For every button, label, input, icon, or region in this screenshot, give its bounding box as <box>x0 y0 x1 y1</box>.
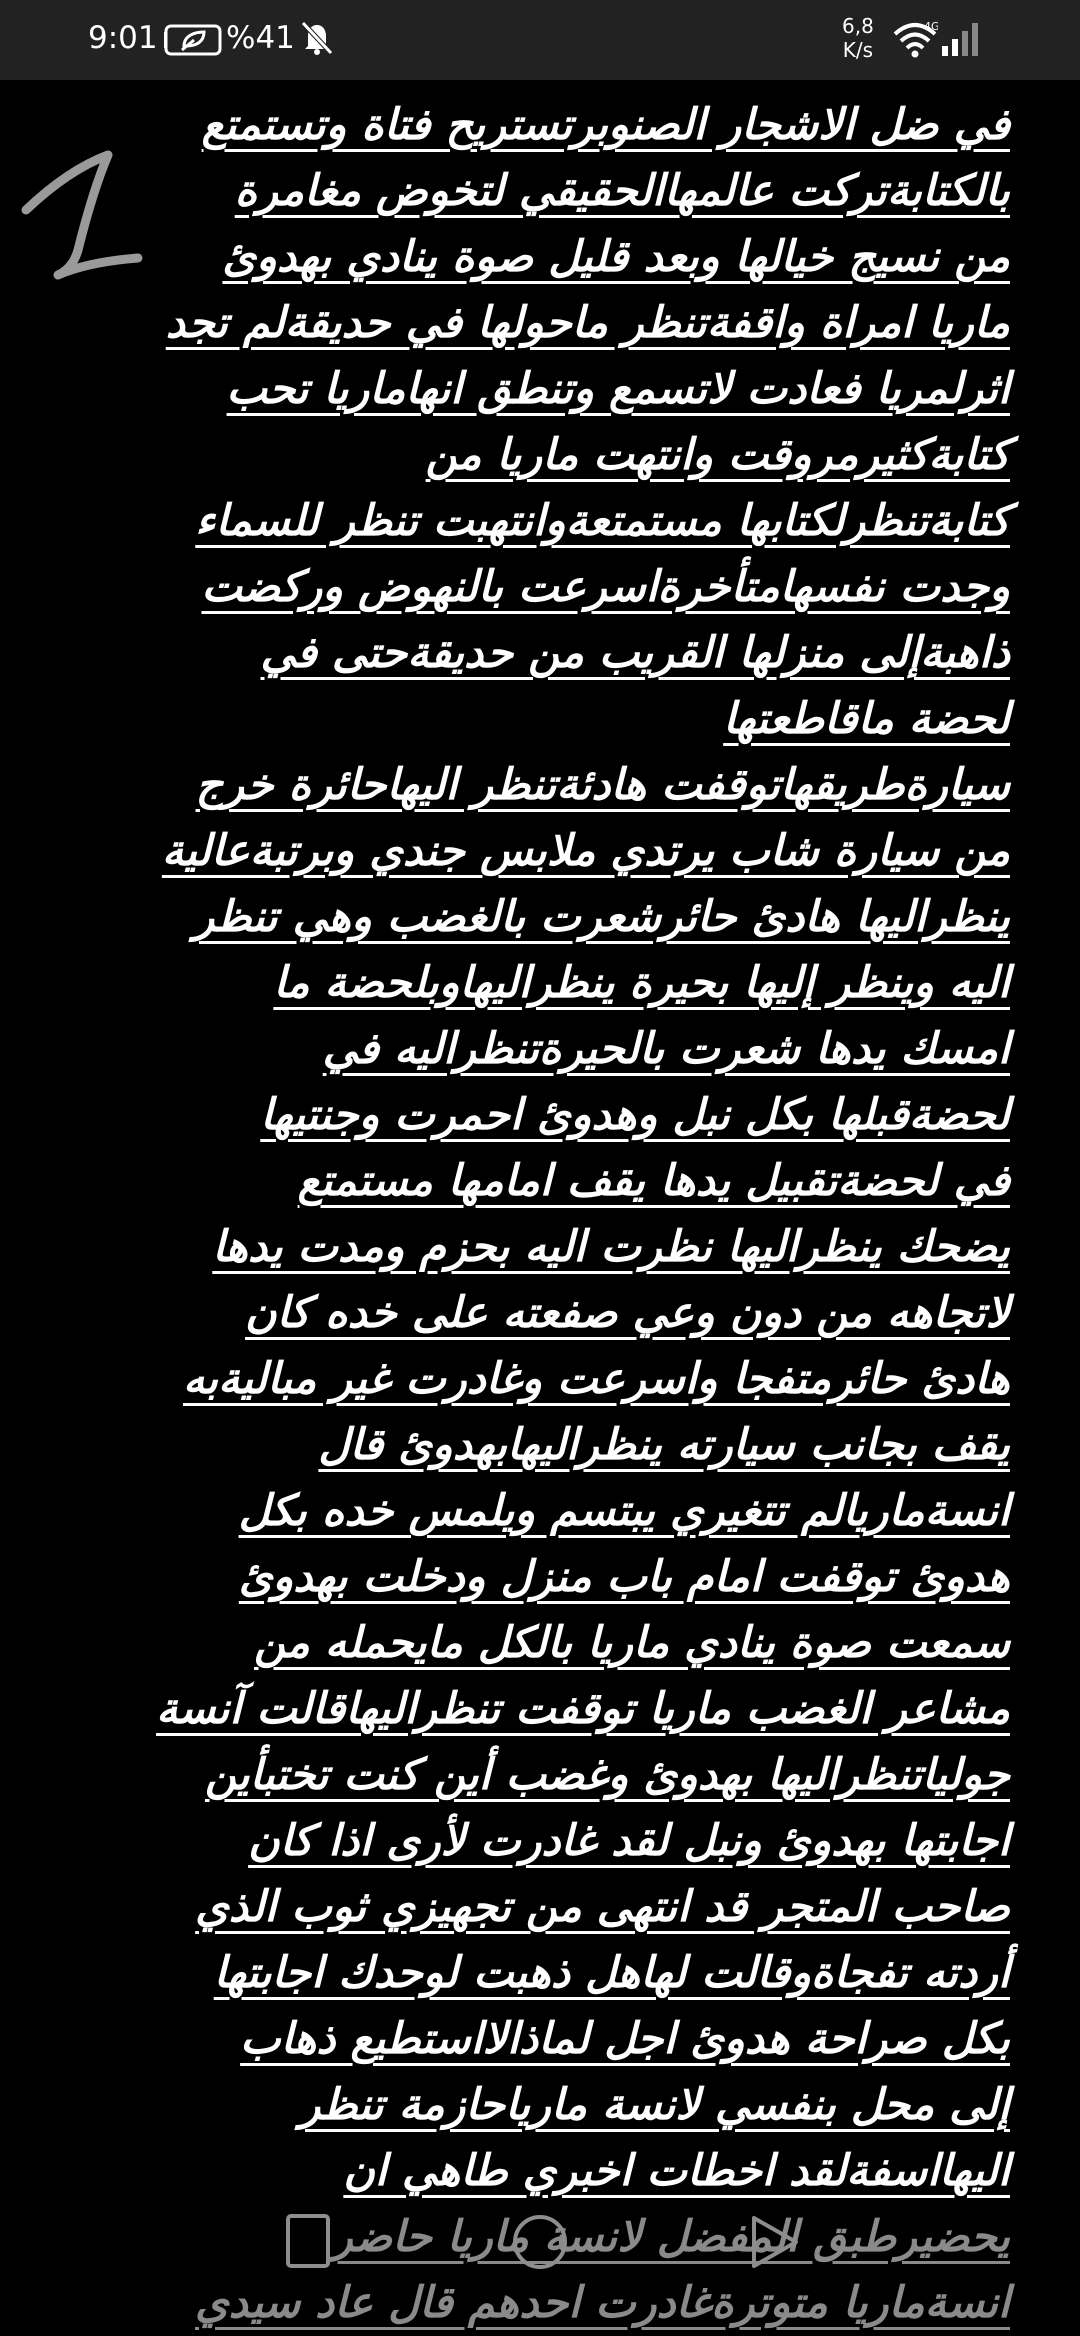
text-line: بالكتابةتركت عالمهاالحقيقي لتخوض مغامرة <box>234 166 1010 216</box>
text-line: وجدت نفسهامتأخرةاسرعت بالنهوض وركضت <box>201 562 1010 612</box>
text-line: لحضة ماقاطعتها <box>723 694 1010 744</box>
status-bar <box>0 0 1080 80</box>
text-line: انسةماريالم تتغيري يبتسم ويلمس خده بكل <box>238 1486 1010 1536</box>
text-line: هدوئ توقفت امام باب منزل ودخلت بهدوئ <box>238 1552 1010 1602</box>
signal-icon <box>940 18 984 62</box>
text-line: اليهااسفةلقد اخطات اخبري طاهي ان <box>343 2146 1010 2196</box>
status-time: 9:01 <box>88 20 158 56</box>
text-line: سمعت صوة ينادي ماريا بالكل مايحمله من <box>253 1618 1010 1668</box>
text-line: اليه وينظر إليها بحيرة ينظراليهاوبلحضة ما <box>273 958 1010 1008</box>
text-line: في ضل الاشجار الصنوبرتستريح فتاة وتستمتع <box>201 100 1010 150</box>
document-body <box>55 92 1010 2336</box>
text-line: يقف بجانب سيارته ينظراليهابهدوئ قال <box>318 1420 1010 1470</box>
battery-percent: %41 <box>226 20 295 56</box>
speed-unit: K/s <box>842 38 874 62</box>
text-line: كتابةكثيرمروقت وانتهت ماريا من <box>425 430 1010 480</box>
text-line: أردته تفجاةوقالت لهاهل ذهبت لوحدك اجابتها <box>213 1948 1010 1998</box>
network-type: 4G <box>924 20 938 33</box>
navigation-bar <box>0 2210 1080 2312</box>
text-line: في لحضةتقبيل يدها يقف امامها مستمتع <box>297 1156 1010 1206</box>
text-line: من سيارة شاب يرتدي ملابس جندي وبرتبةعالية <box>161 826 1010 876</box>
text-line: ذاهبةإلى منزلها القريب من حديقةحتى في <box>260 628 1010 678</box>
text-line: يضحك ينظراليها نظرت اليه بحزم ومدت يدها <box>212 1222 1010 1272</box>
speed-value: 6,8 <box>842 14 874 38</box>
text-line: امسك يدها شعرت بالحيرةتنظراليه في <box>322 1024 1010 1074</box>
text-line: جولياتنظراليها بهدوئ وغضب أين كنت تختبأين <box>204 1750 1010 1800</box>
text-line: ينظراليها هادئ حائرشعرت بالغضب وهي تنظر <box>193 892 1010 942</box>
recents-button[interactable] <box>282 2210 336 2278</box>
network-speed <box>842 14 874 62</box>
home-button[interactable] <box>508 2210 572 2278</box>
battery-saver-icon <box>164 24 222 60</box>
mute-icon <box>300 20 334 60</box>
text-line: انسةماريا متوترةغادرت احدهم قال عاد سيدي <box>194 2278 1010 2328</box>
text-line: إلى محل بنفسي لانسة مارياحازمة تنظر <box>299 2080 1010 2130</box>
text-line: بكل صراحة هدوئ اجل لماذالااستطيع ذهاب <box>240 2014 1010 2064</box>
text-line: ماريا امراة واقفةتنظر ماحولها في حديقةلم تجد <box>165 298 1010 348</box>
text-line: اجابتها بهدوئ ونبل لقد غادرت لأرى اذا كان <box>248 1816 1010 1866</box>
text-line: من نسيج خيالها وبعد قليل صوة ينادي بهدوئ <box>222 232 1010 282</box>
text-line: يحضيرطبق المفضل لانسة ماريا حاضر <box>332 2212 1010 2262</box>
text-line: اثرلمريا فعادت لاتسمع وتنطق انهاماريا تحب <box>226 364 1010 414</box>
text-line: لاتجاهه من دون وعي صفعته على خده كان <box>245 1288 1010 1338</box>
text-line: هادئ حائرمتفجا واسرعت وغادرت غير مباليةبه <box>183 1354 1010 1404</box>
text-line: صاحب المتجر قد انتهى من تجهيزي ثوب الذي <box>195 1882 1010 1932</box>
text-line: سيارةطريقهاتوقفت هادئةتنظر اليهاحائرة خرج <box>195 760 1010 810</box>
text-line: كتابةتنظرلكتابها مستمتعةوانتهبت تنظر للسماء <box>195 496 1010 546</box>
back-button[interactable] <box>742 2210 806 2278</box>
wifi-icon <box>892 20 938 64</box>
text-line: مشاعر الغضب ماريا توقفت تنظراليهاقالت آنسة <box>156 1684 1010 1734</box>
text-line: لحضةقبلها بكل نبل وهدوئ احمرت وجنتيها <box>260 1090 1010 1140</box>
